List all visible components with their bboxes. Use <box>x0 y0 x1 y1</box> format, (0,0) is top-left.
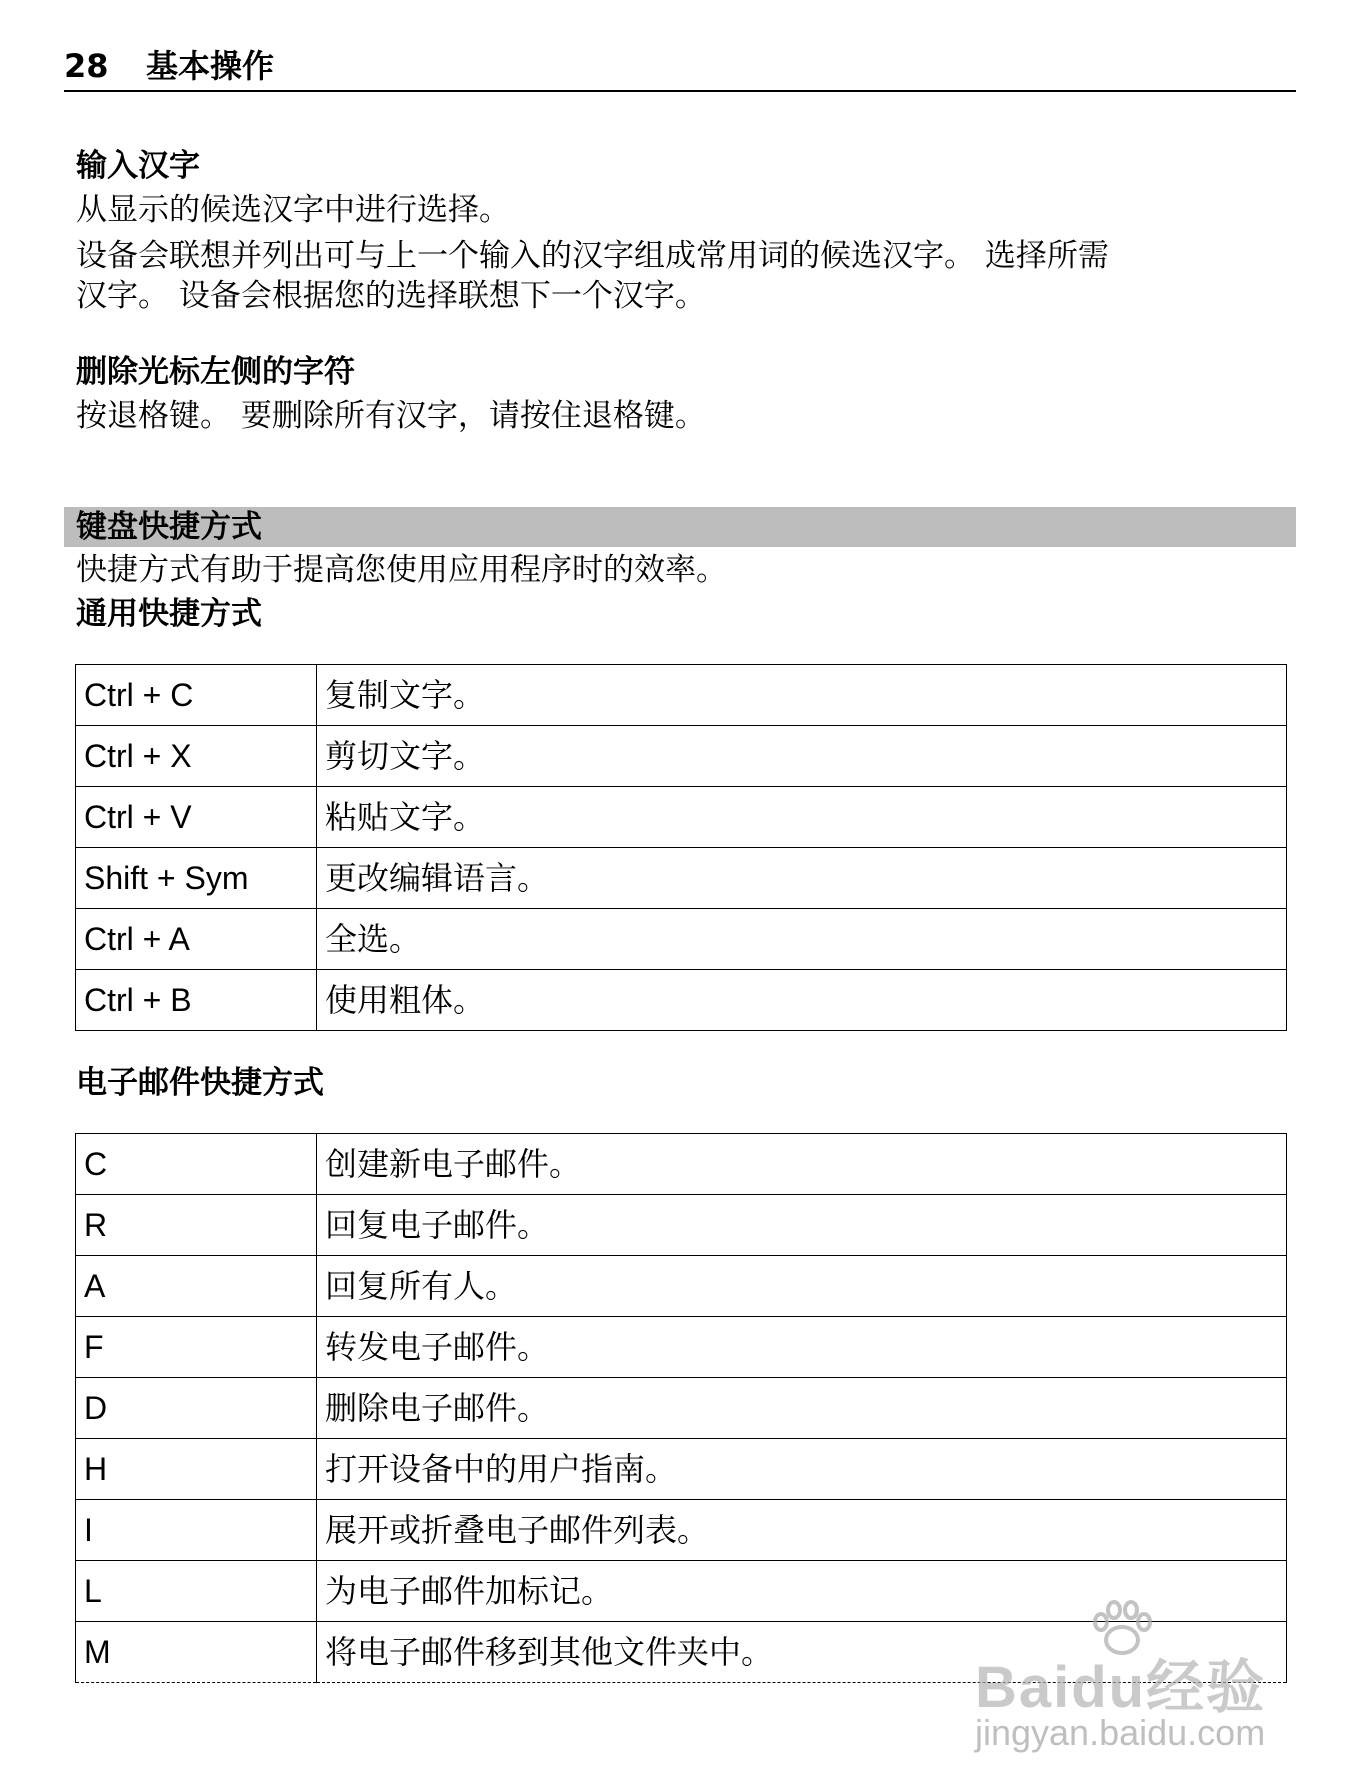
chapter-title: 基本操作 <box>146 47 275 85</box>
section-input-hanzi <box>76 146 1286 316</box>
paragraph: 从显示的候选汉字中进行选择。 <box>76 192 510 228</box>
shortcut-key: F <box>76 1317 317 1378</box>
shortcut-key: C <box>76 1134 317 1195</box>
shortcut-description: 剪切文字。 <box>317 726 1287 787</box>
shortcut-description: 创建新电子邮件。 <box>317 1134 1287 1195</box>
page-number: 28 <box>64 47 109 85</box>
table-row <box>76 1378 1287 1439</box>
table-row <box>76 1134 1287 1195</box>
table-row <box>76 1195 1287 1256</box>
shortcut-key: L <box>76 1561 317 1622</box>
shortcut-key: Ctrl + V <box>76 787 317 848</box>
table-row <box>76 909 1287 970</box>
shortcut-key: R <box>76 1195 317 1256</box>
shortcut-key: D <box>76 1378 317 1439</box>
section-heading: 输入汉字 <box>76 148 200 184</box>
shortcut-description: 为电子邮件加标记。 <box>317 1561 1287 1622</box>
table-row <box>76 726 1287 787</box>
shortcut-description: 全选。 <box>317 909 1287 970</box>
shortcut-key: M <box>76 1622 317 1683</box>
table-row <box>76 1317 1287 1378</box>
shortcut-description: 更改编辑语言。 <box>317 848 1287 909</box>
shortcut-key: Ctrl + A <box>76 909 317 970</box>
table-row <box>76 787 1287 848</box>
section-delete-char <box>76 352 1286 436</box>
shortcut-description: 删除电子邮件。 <box>317 1378 1287 1439</box>
section-heading: 删除光标左侧的字符 <box>76 354 355 390</box>
shortcut-description: 使用粗体。 <box>317 970 1287 1031</box>
paragraph: 按退格键。 要删除所有汉字，请按住退格键。 <box>76 398 706 434</box>
shortcut-description: 展开或折叠电子邮件列表。 <box>317 1500 1287 1561</box>
table-row <box>76 848 1287 909</box>
shortcut-key: I <box>76 1500 317 1561</box>
paragraph-line: 汉字。 设备会根据您的选择联想下一个汉字。 <box>76 278 706 314</box>
section-bar-keyboard-shortcuts: 键盘快捷方式 <box>64 507 1296 547</box>
shortcut-key: Ctrl + X <box>76 726 317 787</box>
shortcut-key: Ctrl + C <box>76 665 317 726</box>
shortcut-description: 粘贴文字。 <box>317 787 1287 848</box>
table-row <box>76 1622 1287 1683</box>
shortcut-description: 转发电子邮件。 <box>317 1317 1287 1378</box>
email-heading-block <box>76 1063 1286 1103</box>
shortcut-key: A <box>76 1256 317 1317</box>
paragraph: 快捷方式有助于提高您使用应用程序时的效率。 <box>76 552 727 588</box>
watermark-url: jingyan.baidu.com <box>975 1712 1266 1753</box>
shortcuts-intro-block <box>76 550 1286 634</box>
shortcut-description: 将电子邮件移到其他文件夹中。 <box>317 1622 1287 1683</box>
shortcut-description: 回复所有人。 <box>317 1256 1287 1317</box>
shortcut-key: Ctrl + B <box>76 970 317 1031</box>
subheading-general: 通用快捷方式 <box>76 596 262 632</box>
table-row <box>76 1256 1287 1317</box>
shortcut-key: H <box>76 1439 317 1500</box>
table-row <box>76 1500 1287 1561</box>
general-shortcuts-table <box>75 664 1287 1031</box>
shortcut-key: Shift + Sym <box>76 848 317 909</box>
subheading-email: 电子邮件快捷方式 <box>76 1065 324 1101</box>
watermark-logo: Baidu经验 <box>975 1655 1267 1720</box>
table-row <box>76 970 1287 1031</box>
shortcut-description: 复制文字。 <box>317 665 1287 726</box>
shortcut-description: 回复电子邮件。 <box>317 1195 1287 1256</box>
paragraph-line: 设备会联想并列出可与上一个输入的汉字组成常用词的候选汉字。 选择所需 <box>76 238 1109 274</box>
email-shortcuts-table <box>75 1133 1287 1683</box>
page-header <box>64 44 1296 92</box>
table-row <box>76 1561 1287 1622</box>
shortcut-description: 打开设备中的用户指南。 <box>317 1439 1287 1500</box>
table-row <box>76 1439 1287 1500</box>
table-row <box>76 665 1287 726</box>
